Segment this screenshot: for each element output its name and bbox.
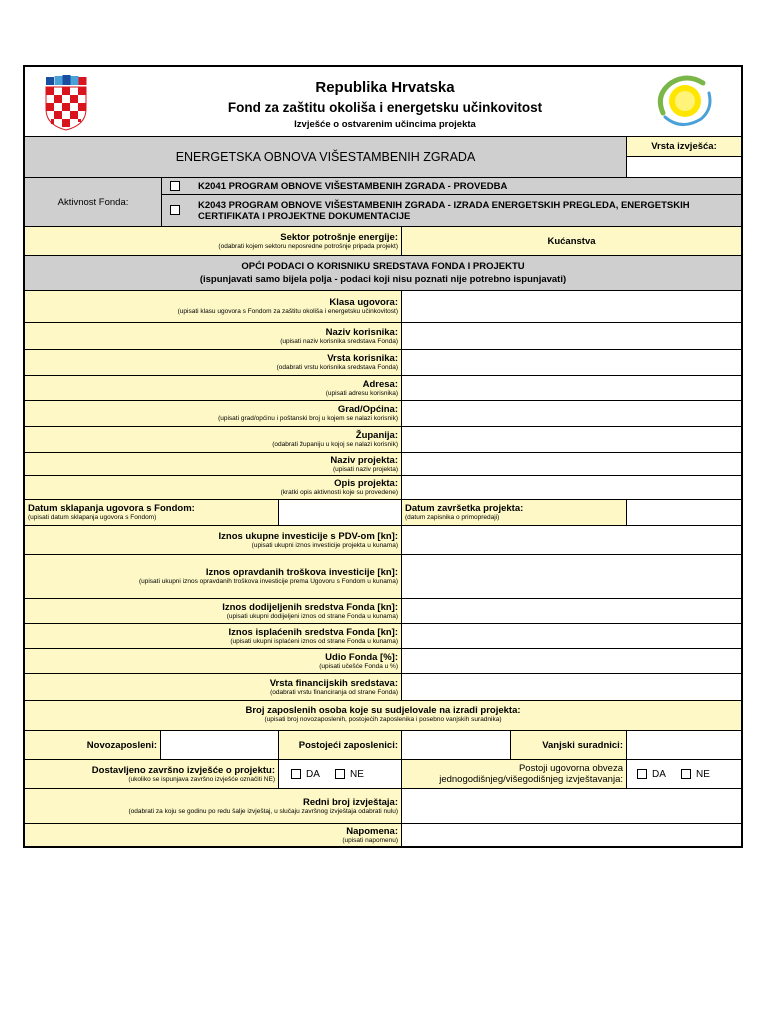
total-investment-label: Iznos ukupne investicije s PDV-om [kn]: [218, 530, 398, 542]
funding-type-label: Vrsta financijskih sredstava: [269, 677, 398, 689]
beneficiary-name-label: Naziv korisnika: [325, 326, 398, 338]
activity-label: Aktivnost Fonda: [57, 196, 129, 208]
granted-funds-label: Iznos dodijeljenih sredstva Fonda [kn]: [222, 601, 398, 613]
paid-funds-label-cell [25, 623, 401, 648]
contract-class-label-cell [25, 290, 401, 322]
activity-option-1[interactable] [161, 177, 741, 194]
granted-funds-input[interactable] [401, 598, 741, 623]
eligible-costs-hint: (upisati ukupni iznos opravdanih troškova investicije prema Ugovoru s Fondom u kunama) [138, 578, 398, 585]
total-investment-hint: (upisati ukupni iznos investicije projekta u kunama) [251, 541, 398, 549]
beneficiary-type-label-cell [25, 349, 401, 375]
project-description-label-cell [25, 475, 401, 499]
city-label: Grad/Općina: [337, 404, 398, 415]
contract-date-label-cell [25, 499, 278, 525]
funding-type-hint: (odabrati vrstu financiranja od strane Fonda) [270, 688, 398, 696]
existing-employees-label: Postojeći zaposlenici: [298, 739, 398, 751]
funding-type-label-cell [25, 673, 401, 700]
final-report-no-label: NE [350, 769, 364, 780]
address-label: Adresa: [362, 378, 398, 390]
city-input[interactable] [401, 400, 741, 426]
county-label: Županija: [355, 430, 398, 441]
new-employees-input[interactable] [160, 730, 278, 759]
checkbox-icon[interactable] [335, 769, 345, 779]
total-investment-label-cell [25, 525, 401, 554]
report-type-input[interactable] [626, 156, 741, 177]
fund-share-label-cell [25, 648, 401, 673]
end-date-hint: (datum zapisnika o primopredaji) [405, 514, 500, 521]
obligation-label-cell [401, 759, 626, 788]
fund-logo-icon [651, 73, 715, 131]
general-section-header [25, 255, 741, 290]
end-date-label: Datum završetka projekta: [405, 503, 524, 514]
obligation-choice [626, 759, 741, 788]
general-section-subtitle: (ispunjavati samo bijela polja - podaci koji nisu poznati nije potrebno ispunjavati) [199, 274, 567, 285]
contract-class-label: Klasa ugovora: [329, 297, 398, 308]
new-employees-label-cell [25, 730, 160, 759]
sector-select[interactable] [401, 226, 741, 255]
contract-class-input[interactable] [401, 290, 741, 322]
report-type-label: Vrsta izvješća: [651, 141, 717, 152]
activity-option-1-text: K2041 PROGRAM OBNOVE VIŠESTAMBENIH ZGRADA - PROVEDBA [198, 181, 508, 192]
end-date-input[interactable] [626, 499, 741, 525]
city-hint: (upisati grad/općinu i poštanski broj u kojem se nalazi korisnik) [218, 415, 398, 422]
beneficiary-type-label: Vrsta korisnika: [327, 353, 398, 364]
paid-funds-hint: (upisati ukupni isplaćeni iznos od strane Fonda u kunama) [230, 637, 398, 645]
external-collaborators-input[interactable] [626, 730, 741, 759]
end-date-label-cell [401, 499, 626, 525]
contract-class-hint: (upisati klasu ugovora s Fondom za zaštitu okoliša i energetsku učinkovitost) [177, 308, 398, 315]
paid-funds-label: Iznos isplaćenih sredstva Fonda [kn]: [228, 626, 398, 638]
report-number-select[interactable] [401, 788, 741, 823]
paid-funds-input[interactable] [401, 623, 741, 648]
project-name-input[interactable] [401, 452, 741, 475]
final-report-hint: (ukoliko se ispunjava završno izvješće označiti NE) [128, 775, 275, 783]
note-hint: (upisati napomenu) [342, 836, 398, 844]
checkbox-icon[interactable] [170, 181, 180, 191]
project-description-input[interactable] [401, 475, 741, 499]
final-report-choice [278, 759, 401, 788]
sector-value: Kućanstva [547, 235, 596, 247]
obligation-no-label: NE [696, 769, 710, 780]
sector-label: Sektor potrošnje energije: [280, 231, 398, 243]
contract-date-input[interactable] [278, 499, 401, 525]
sector-label-cell [25, 226, 401, 255]
fund-share-hint: (upisati učešće Fonda u %) [319, 662, 398, 670]
beneficiary-name-hint: (upisati naziv korisnika sredstava Fonda) [280, 337, 398, 345]
county-select[interactable] [401, 426, 741, 452]
beneficiary-name-label-cell [25, 322, 401, 349]
form-subtitle: Izvješće o ostvarenim učincima projekta [294, 119, 476, 130]
general-section-title: OPĆI PODACI O KORISNIKU SREDSTAVA FONDA I PROJEKTU [241, 261, 525, 272]
external-collaborators-label: Vanjski suradnici: [542, 739, 623, 751]
granted-funds-label-cell [25, 598, 401, 623]
report-number-label: Redni broj izvještaja: [302, 796, 398, 808]
report-type-label-cell [626, 136, 741, 156]
report-form [23, 65, 743, 848]
address-hint: (upisati adresu korisnika) [325, 389, 398, 397]
obligation-label-line2: jednogodišnjeg/višegodišnjeg izvještavanja: [439, 774, 623, 785]
fund-share-input[interactable] [401, 648, 741, 673]
croatian-coat-of-arms-icon [43, 75, 89, 131]
project-name-label-cell [25, 452, 401, 475]
country-name: Republika Hrvatska [315, 79, 455, 96]
checkbox-icon[interactable] [681, 769, 691, 779]
contract-date-hint: (upisati datum sklapanja ugovora s Fondom) [28, 514, 157, 521]
project-description-label: Opis projekta: [334, 478, 398, 489]
report-number-hint: (odabrati za koju se godinu po redu šalje izvještaj, u slučaju završnog izvještaja odabrati nulu) [128, 807, 398, 815]
final-report-label: Dostavljeno završno izvješće o projektu: [91, 764, 275, 776]
total-investment-input[interactable] [401, 525, 741, 554]
fund-name: Fond za zaštitu okoliša i energetsku učinkovitost [227, 100, 543, 115]
sector-hint: (odabrati kojem sektoru neposredne potrošnje pripada projekt) [218, 242, 398, 250]
beneficiary-type-select[interactable] [401, 349, 741, 375]
note-label: Napomena: [346, 825, 398, 837]
final-report-label-cell [25, 759, 278, 788]
new-employees-label: Novozaposleni: [86, 739, 157, 751]
existing-employees-label-cell [278, 730, 401, 759]
checkbox-icon[interactable] [170, 205, 180, 215]
note-label-cell [25, 823, 401, 846]
note-input[interactable] [401, 823, 741, 846]
eligible-costs-label-cell [25, 554, 401, 598]
address-label-cell [25, 375, 401, 400]
fund-share-label: Udio Fonda [%]: [325, 651, 398, 663]
activity-option-2-text: K2043 PROGRAM OBNOVE VIŠESTAMBENIH ZGRADA - IZRADA ENERGETSKIH PREGLEDA, ENERGETSKIH CERTIFIKATA I PROJEKTNE DOKUMENTACIJE [198, 200, 690, 222]
employees-header [25, 700, 741, 730]
form-title-cell [25, 136, 626, 177]
address-input[interactable] [401, 375, 741, 400]
funding-type-select[interactable] [401, 673, 741, 700]
beneficiary-name-input[interactable] [401, 322, 741, 349]
employees-hint: (upisati broj novozaposlenih, postojećih zaposlenika i posebno vanjskih suradnika) [264, 716, 502, 723]
county-hint: (odabrati županiju u kojoj se nalazi korisnik) [272, 441, 398, 448]
contract-date-label: Datum sklapanja ugovora s Fondom: [28, 503, 195, 514]
employees-title: Broj zaposlenih osoba koje su sudjelovale na izradi projekta: [245, 705, 521, 716]
granted-funds-hint: (upisati ukupni dodijeljeni iznos od strane Fonda u kunama) [226, 612, 398, 620]
checkbox-icon[interactable] [637, 769, 647, 779]
final-report-yes-label: DA [306, 769, 320, 780]
form-header [25, 67, 741, 136]
report-number-label-cell [25, 788, 401, 823]
form-title: ENERGETSKA OBNOVA VIŠESTAMBENIH ZGRADA [175, 150, 476, 164]
obligation-yes-label: DA [652, 769, 666, 780]
project-name-label: Naziv projekta: [330, 454, 398, 466]
project-description-hint: (kratki opis aktivnosti koje su provedene) [280, 489, 398, 496]
eligible-costs-label: Iznos opravdanih troškova investicije [kn]: [205, 567, 398, 578]
existing-employees-input[interactable] [401, 730, 510, 759]
external-collaborators-label-cell [510, 730, 626, 759]
eligible-costs-input[interactable] [401, 554, 741, 598]
beneficiary-type-hint: (odabrati vrstu korisnika sredstava Fonda) [276, 364, 398, 371]
activity-option-2[interactable] [161, 194, 741, 226]
county-label-cell [25, 426, 401, 452]
activity-label-cell [25, 177, 161, 226]
obligation-label-line1: Postoji ugovorna obveza [518, 763, 623, 774]
project-name-hint: (upisati naziv projekta) [332, 465, 398, 473]
city-label-cell [25, 400, 401, 426]
checkbox-icon[interactable] [291, 769, 301, 779]
